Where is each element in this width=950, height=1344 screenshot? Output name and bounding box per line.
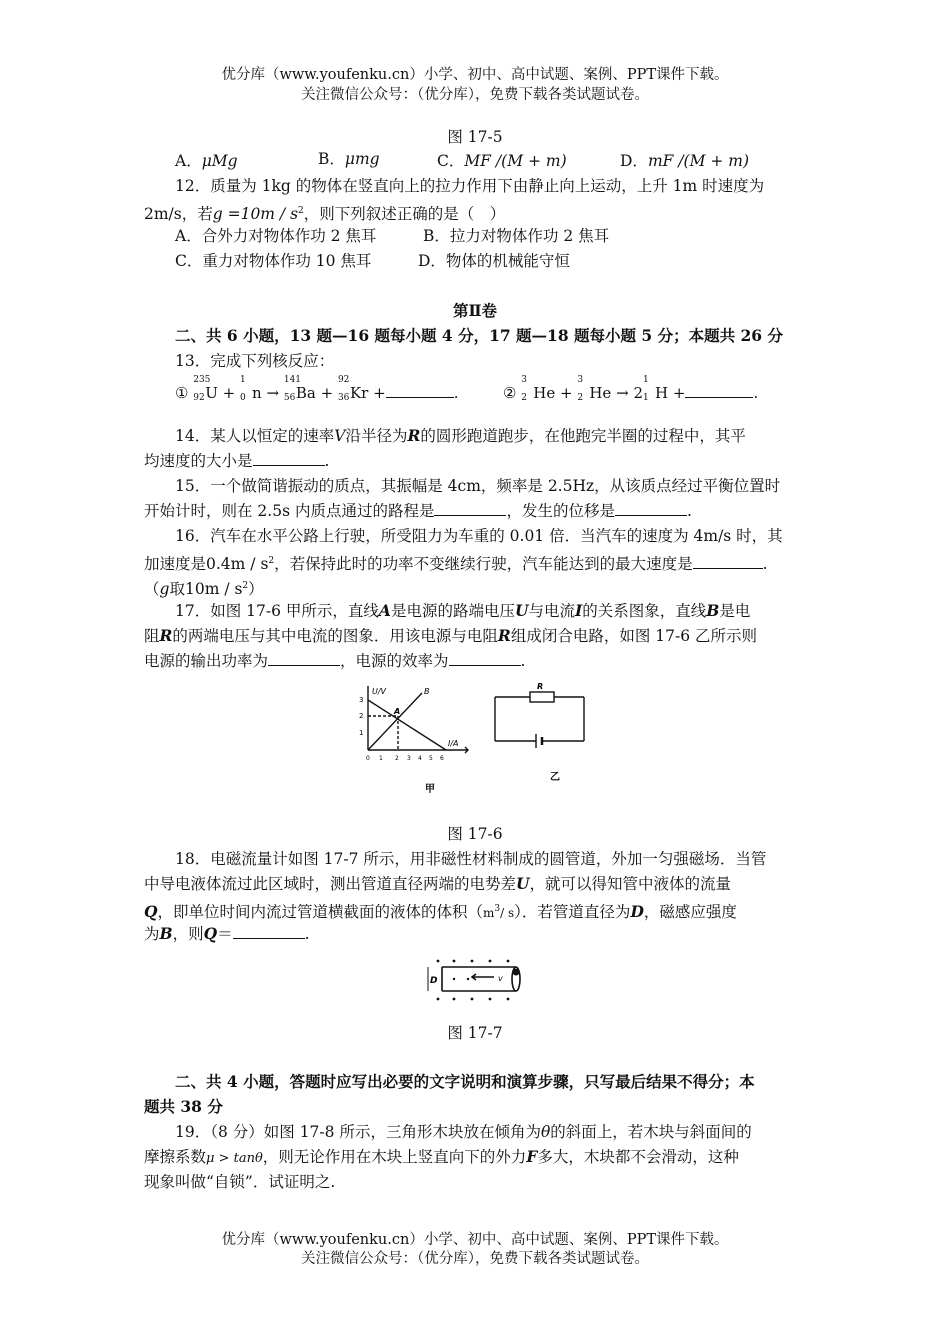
coefficient: 2 [633, 384, 643, 402]
plus: + [373, 384, 386, 402]
q12-line-2 [144, 200, 505, 225]
text: 是电源的路端电压 [390, 602, 515, 620]
figure-17-6-caption: 图 17-6 [447, 825, 503, 843]
answer-blank [615, 501, 687, 516]
mass-number: 3 [577, 375, 584, 385]
arrow: → [616, 384, 629, 402]
u-axis-label: U/V [372, 687, 387, 696]
atomic-number: 92 [193, 393, 205, 403]
symbol: He [589, 384, 612, 402]
q14-line-1 [175, 425, 746, 447]
text: 17．如图 17-6 甲所示，直线 [175, 602, 379, 620]
text: 沿半径为 [345, 427, 408, 445]
q12-text: 2m/s，若 [144, 205, 213, 224]
atomic-number: 36 [337, 393, 350, 403]
text: 14．某人以恒定的速率 [175, 427, 335, 445]
figure-17-7 [420, 955, 530, 1005]
option-text: MF /(M + m) [464, 152, 567, 170]
text: ，即单位时间内流过管道横截面的液体的体积（ [157, 903, 484, 922]
x-tick: 0 [366, 755, 370, 762]
mass-number: 1 [643, 375, 649, 385]
text: 的关系图象，直线 [582, 602, 707, 620]
period: . [453, 384, 459, 402]
q19-line-3: 现象叫做“自锁”．试证明之. [144, 1173, 336, 1191]
var-u: U [514, 601, 529, 620]
text: ） [248, 580, 264, 599]
option-text: μmg [344, 150, 380, 168]
var-q: Q [144, 902, 158, 922]
q12-exp: 2 [298, 206, 304, 216]
var-b: B [706, 601, 720, 620]
text: 摩擦系数 [144, 1148, 207, 1166]
electrode [513, 969, 520, 976]
text: （ [144, 580, 160, 599]
resistor [530, 692, 554, 702]
q18-line-2 [144, 873, 731, 895]
field-dot [453, 978, 455, 980]
q19-line-2 [144, 1146, 739, 1170]
y-tick: 2 [359, 712, 364, 720]
answer-blank [449, 651, 521, 666]
text: 中导电液体流过此区域时，测出管道直径两端的电势差 [144, 875, 517, 893]
answer-blank [693, 554, 763, 569]
text: 19．（8 分）如图 17-8 所示，三角形木块放在倾角为 [175, 1123, 541, 1141]
section-3-title-line-2: 题共 38 分 [144, 1097, 223, 1116]
friction-condition: μ > tanθ [206, 1151, 263, 1166]
x-tick: 4 [418, 755, 422, 762]
period: . [762, 555, 768, 574]
plus: + [320, 384, 334, 402]
text: 的两端电压与其中电流的图象．用该电源与电阻 [172, 627, 498, 645]
q12-gravity: g =10m / s [212, 205, 299, 224]
q16-line-3 [144, 575, 264, 600]
var-v: V [334, 427, 346, 445]
symbol: n [252, 384, 262, 402]
helium-nuclide [521, 375, 556, 404]
circuit-diagram [495, 692, 584, 748]
krypton-nuclide [337, 375, 369, 404]
circle-2: ② [503, 384, 517, 402]
var-r: R [497, 626, 511, 645]
mass-number: 141 [283, 375, 302, 385]
option-label: C． [437, 152, 465, 170]
q17-line-2 [144, 625, 757, 647]
q12-option-d: D．物体的机械能守恒 [418, 252, 570, 270]
var-theta: θ [540, 1123, 551, 1141]
q18-line-1: 18．电磁流量计如图 17-7 所示，用非磁性材料制成的圆管道，外加一匀强磁场．当管 [175, 850, 767, 868]
atomic-number: 1 [643, 393, 649, 403]
footer-line-2: 关注微信公众号：（优分库），免费下载各类试题试卷。 [301, 1251, 649, 1267]
atomic-number: 2 [577, 393, 584, 403]
text: 多大，木块都不会滑动，这种 [537, 1148, 739, 1166]
field-dot [507, 960, 510, 963]
q13-text: 13．完成下列核反应： [175, 352, 335, 370]
neutron [240, 375, 262, 404]
hydrogen-nuclide [643, 375, 669, 404]
answer-blank [268, 651, 340, 666]
option-text: mF /(M + m) [647, 152, 750, 170]
answer-blank [233, 924, 305, 939]
option-label: D． [620, 152, 648, 170]
arrow: → [266, 384, 280, 402]
text: ，电源的效率为 [340, 652, 449, 670]
header-line-2: 关注微信公众号：（优分库），免费下载各类试题试卷。 [301, 87, 649, 103]
footer-line-1: 优分库（www.youfenku.cn）小学、初中、高中试题、案例、PPT课件下载。 [221, 1232, 729, 1248]
option-label: A． [175, 152, 202, 170]
text: ＝ [217, 925, 233, 943]
q16-line-1: 16．汽车在水平公路上行驶，所受阻力为车重的 0.01 倍．当汽车的速度为 4m/s 时，其 [175, 527, 783, 545]
field-dot [453, 960, 456, 963]
atomic-number: 2 [521, 393, 527, 403]
text: 的圆形跑道跑步，在他跑完半圈的过程中，其平 [420, 427, 746, 445]
period: . [753, 384, 759, 402]
text: 均速度的大小是 [144, 452, 253, 470]
symbol: U [205, 384, 218, 402]
atomic-number: 0 [240, 393, 246, 403]
field-dot [471, 998, 474, 1001]
exp: 2 [242, 581, 249, 591]
section-2-title: 二、共 6 小题，13 题—16 题每小题 4 分，17 题—18 题每小题 5 分；本题共 26 分 [175, 326, 783, 345]
mass-number: 235 [193, 375, 211, 385]
i-axis-label: I/A [448, 739, 459, 748]
symbol: Kr [349, 384, 369, 402]
var-a: A [378, 601, 391, 620]
field-dot [467, 978, 469, 980]
line-b-label: B [424, 687, 430, 696]
q12-text-2: ，则下列叙述正确的是（ ） [303, 205, 506, 224]
unit: m [483, 906, 495, 921]
text: ，则 [172, 925, 204, 943]
q11-option-d [620, 150, 749, 172]
answer-blank [685, 383, 753, 398]
q17-line-3 [144, 650, 525, 672]
mass-number: 3 [521, 375, 527, 385]
text: 电源的输出功率为 [144, 652, 269, 670]
line-a-label: A [394, 707, 401, 716]
x-tick: 1 [379, 755, 383, 762]
text: ，就可以得知管中液体的流量 [529, 875, 732, 893]
period: . [686, 502, 692, 520]
symbol: He [533, 384, 556, 402]
caption-yi: 乙 [550, 772, 560, 783]
symbol: H [655, 384, 669, 402]
text: ，磁感应强度 [643, 903, 737, 922]
q11-option-b [318, 148, 380, 170]
section-3-title-line-1: 二、共 4 小题，答题时应写出必要的文字说明和演算步骤，只写最后结果不得分；本 [175, 1072, 755, 1091]
field-dot [437, 960, 440, 963]
unit-per-second: / s [500, 906, 515, 921]
var-d: D [630, 902, 644, 922]
text: ，则无论作用在木块上竖直向下的外力 [262, 1148, 527, 1166]
var-q: Q [203, 924, 218, 943]
q13-reaction-2 [503, 375, 759, 404]
q18-line-4 [144, 923, 310, 945]
period: . [520, 652, 526, 670]
answer-blank [434, 501, 506, 516]
line-a [368, 700, 446, 750]
exp: 2 [268, 556, 275, 566]
var-u: U [516, 874, 530, 893]
circle-1: ① [175, 384, 189, 402]
text: 阻 [144, 627, 160, 645]
q16-line-2 [144, 550, 768, 575]
var-r: R [159, 626, 173, 645]
q11-option-a [175, 150, 238, 172]
field-dot [437, 998, 440, 1001]
field-dot [489, 960, 492, 963]
figure-17-7-caption: 图 17-7 [447, 1024, 503, 1042]
gravity-value: 10m / s [184, 580, 243, 599]
unit-exp: 3 [494, 904, 501, 914]
q13-reaction-1 [175, 375, 459, 404]
caption-jia: 甲 [425, 784, 435, 795]
q12-option-b: B．拉力对物体作功 2 焦耳 [423, 227, 610, 245]
option-label: B． [318, 150, 345, 168]
text: 与电流 [528, 602, 575, 620]
text: 加速度是 [144, 555, 207, 574]
v-label: v [498, 974, 503, 983]
plus: + [672, 384, 686, 402]
period: . [304, 925, 310, 943]
x-tick: 6 [440, 755, 444, 762]
y-tick: 1 [359, 729, 364, 737]
text: 开始计时，则在 2.5s 内质点通过的路程是 [144, 502, 435, 520]
q19-line-1 [175, 1121, 752, 1143]
field-dot [471, 960, 474, 963]
var-i: I [575, 601, 583, 620]
var-r: R [407, 426, 421, 445]
text: ，若保持此时的功率不变继续行驶，汽车能达到的最大速度是 [274, 555, 693, 574]
q18-line-3 [144, 898, 737, 924]
q12-line-1: 12．质量为 1kg 的物体在竖直向上的拉力作用下由静止向上运动，上升 1m 时速度为 [175, 177, 765, 195]
var-f: F [526, 1147, 538, 1166]
text: 取 [169, 580, 185, 599]
var-g: g [159, 580, 170, 599]
text: 为 [144, 925, 160, 943]
part-2-title: 第Ⅱ卷 [452, 301, 498, 320]
plus: + [222, 384, 236, 402]
uranium-nuclide [193, 375, 218, 404]
mass-number: 1 [240, 375, 246, 385]
q17-line-1 [175, 600, 750, 622]
q15-line-1: 15．一个做简谐振动的质点，其振幅是 4cm，频率是 2.5Hz，从该质点经过平衡位置时 [175, 477, 781, 495]
mass-number: 92 [337, 375, 350, 385]
q12-option-c: C．重力对物体作功 10 焦耳 [175, 252, 372, 270]
header-line-1: 优分库（www.youfenku.cn）小学、初中、高中试题、案例、PPT课件下载。 [221, 67, 729, 83]
x-tick: 2 [395, 755, 399, 762]
x-tick: 3 [407, 755, 411, 762]
field-dot [489, 998, 492, 1001]
resistor-label: R [537, 682, 544, 691]
helium-nuclide [577, 375, 612, 404]
acceleration: 0.4m / s [206, 555, 269, 574]
q12-option-a: A．合外力对物体作功 2 焦耳 [175, 227, 377, 245]
var-b: B [159, 924, 173, 943]
figure-17-5-caption: 图 17-5 [447, 128, 503, 146]
text: 组成闭合电路，如图 17-6 乙所示则 [510, 627, 757, 645]
d-label: D [430, 976, 438, 986]
field-dot [453, 998, 456, 1001]
answer-blank [386, 383, 454, 398]
q14-line-2 [144, 450, 329, 472]
q11-option-c [437, 150, 567, 172]
text: 的斜面上，若木块与斜面间的 [550, 1123, 752, 1141]
option-text: μMg [201, 152, 238, 170]
symbol: Ba [295, 384, 316, 402]
plus: + [559, 384, 573, 402]
figure-17-6 [350, 678, 610, 798]
barium-nuclide [283, 375, 316, 404]
atomic-number: 56 [283, 393, 296, 403]
q15-line-2 [144, 500, 692, 522]
text: 是电 [719, 602, 751, 620]
answer-blank [253, 451, 325, 466]
field-dot [507, 998, 510, 1001]
text: ，发生的位移是 [506, 502, 615, 520]
text: ）．若管道直径为 [514, 903, 631, 922]
line-b [368, 693, 422, 750]
period: . [324, 452, 330, 470]
y-tick: 3 [359, 696, 364, 704]
x-tick: 5 [429, 755, 433, 762]
